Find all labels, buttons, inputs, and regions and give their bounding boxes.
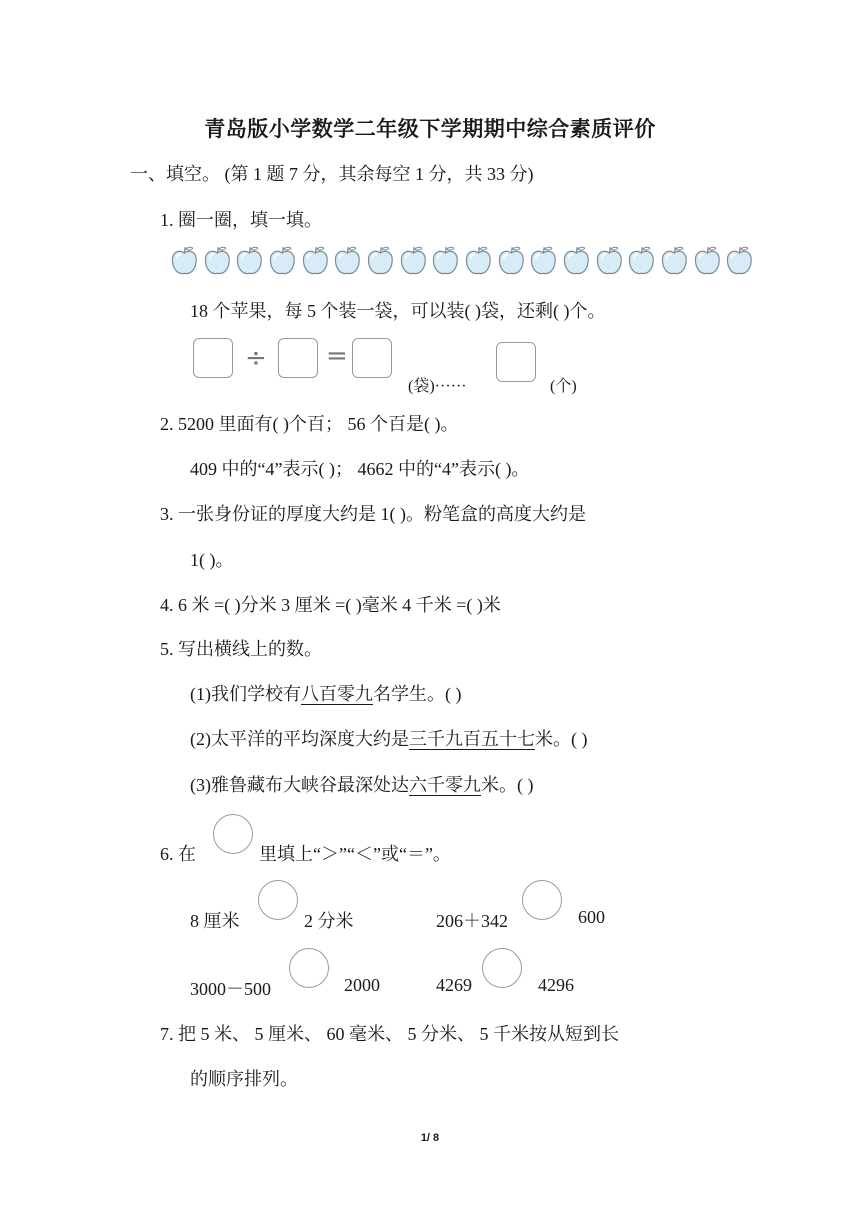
unit-ge-label: (个) [550,378,577,395]
question-3-line2: 1( )。 [190,550,234,570]
compare-circle-example [213,814,253,854]
item-text: (3)雅鲁藏布大峡谷最深处达 [190,775,409,795]
apple-icon[interactable] [399,244,428,276]
question-4: 4. 6 米 =( )分米 3 厘米 =( )毫米 4 千米 =( )米 [160,595,501,615]
question-6-post: 里填上“＞”“＜”或“＝”。 [259,844,451,864]
answer-box-remainder[interactable] [496,342,536,382]
apple-icon[interactable] [464,244,493,276]
page-title: 青岛版小学数学二年级下学期期中综合素质评价 [204,117,656,141]
apple-icon[interactable] [529,244,558,276]
question-2-line2: 409 中的“4”表示( )； 4662 中的“4”表示( )。 [190,459,530,479]
unit-bag-label: (袋)······ [408,378,467,395]
divide-sign: ÷ [245,343,267,373]
question-6-pre: 6. 在 [160,844,196,864]
page-number: 1/ 8 [420,1132,440,1144]
question-5-item-1 [190,680,462,706]
apple-icon[interactable] [595,244,624,276]
apple-icon[interactable] [170,244,199,276]
apple-icon[interactable] [627,244,656,276]
question-5-item-2 [190,725,588,751]
question-5-title: 5. 写出横线上的数。 [160,639,322,659]
question-2-line1: 2. 5200 里面有( )个百； 56 个百是( )。 [160,414,459,434]
question-3-line1: 3. 一张身份证的厚度大约是 1( )。粉笔盒的高度大约是 [160,504,586,524]
compare-3-left: 3000－500 [190,979,271,999]
apple-icon[interactable] [268,244,297,276]
compare-2-left: 206＋342 [436,911,508,931]
answer-box-divisor[interactable] [278,338,318,378]
compare-4-right: 4296 [538,975,574,995]
question-1-title: 1. 圈一圈，填一填。 [160,210,322,230]
compare-circle-1[interactable] [258,880,298,920]
compare-circle-2[interactable] [522,880,562,920]
underlined-number-words: 三千九百五十七 [409,729,535,749]
apple-icon[interactable] [235,244,264,276]
compare-1-left: 8 厘米 [190,911,240,931]
apple-icon[interactable] [301,244,330,276]
item-text: 名学生。( ) [373,684,462,704]
item-text: 米。( ) [481,775,534,795]
apple-icon[interactable] [333,244,362,276]
apple-icon[interactable] [366,244,395,276]
question-7-line2: 的顺序排列。 [190,1069,298,1089]
compare-1-right: 2 分米 [304,911,354,931]
apple-icon[interactable] [660,244,689,276]
question-7-line1: 7. 把 5 米、 5 厘米、 60 毫米、 5 分米、 5 千米按从短到长 [160,1024,619,1044]
apple-icon[interactable] [497,244,526,276]
item-text: (2)太平洋的平均深度大约是 [190,729,409,749]
item-text: 米。( ) [535,729,588,749]
compare-circle-4[interactable] [482,948,522,988]
underlined-number-words: 六千零九 [409,775,481,795]
compare-4-left: 4269 [436,975,472,995]
question-5-item-3 [190,771,534,797]
answer-box-quotient[interactable] [352,338,392,378]
apple-icon[interactable] [203,244,232,276]
item-text: (1)我们学校有 [190,684,301,704]
compare-circle-3[interactable] [289,948,329,988]
answer-box-dividend[interactable] [193,338,233,378]
equal-sign: = [326,341,348,371]
section-heading: 一、填空。 (第 1 题 7 分，其余每空 1 分，共 33 分) [130,164,534,184]
apple-icon[interactable] [693,244,722,276]
compare-2-right: 600 [578,907,605,927]
question-1-text: 18 个苹果，每 5 个装一袋，可以装( )袋，还剩( )个。 [190,301,606,321]
apple-row [170,244,754,276]
compare-3-right: 2000 [344,975,380,995]
apple-icon[interactable] [725,244,754,276]
underlined-number-words: 八百零九 [301,684,373,704]
apple-icon[interactable] [431,244,460,276]
apple-icon[interactable] [562,244,591,276]
